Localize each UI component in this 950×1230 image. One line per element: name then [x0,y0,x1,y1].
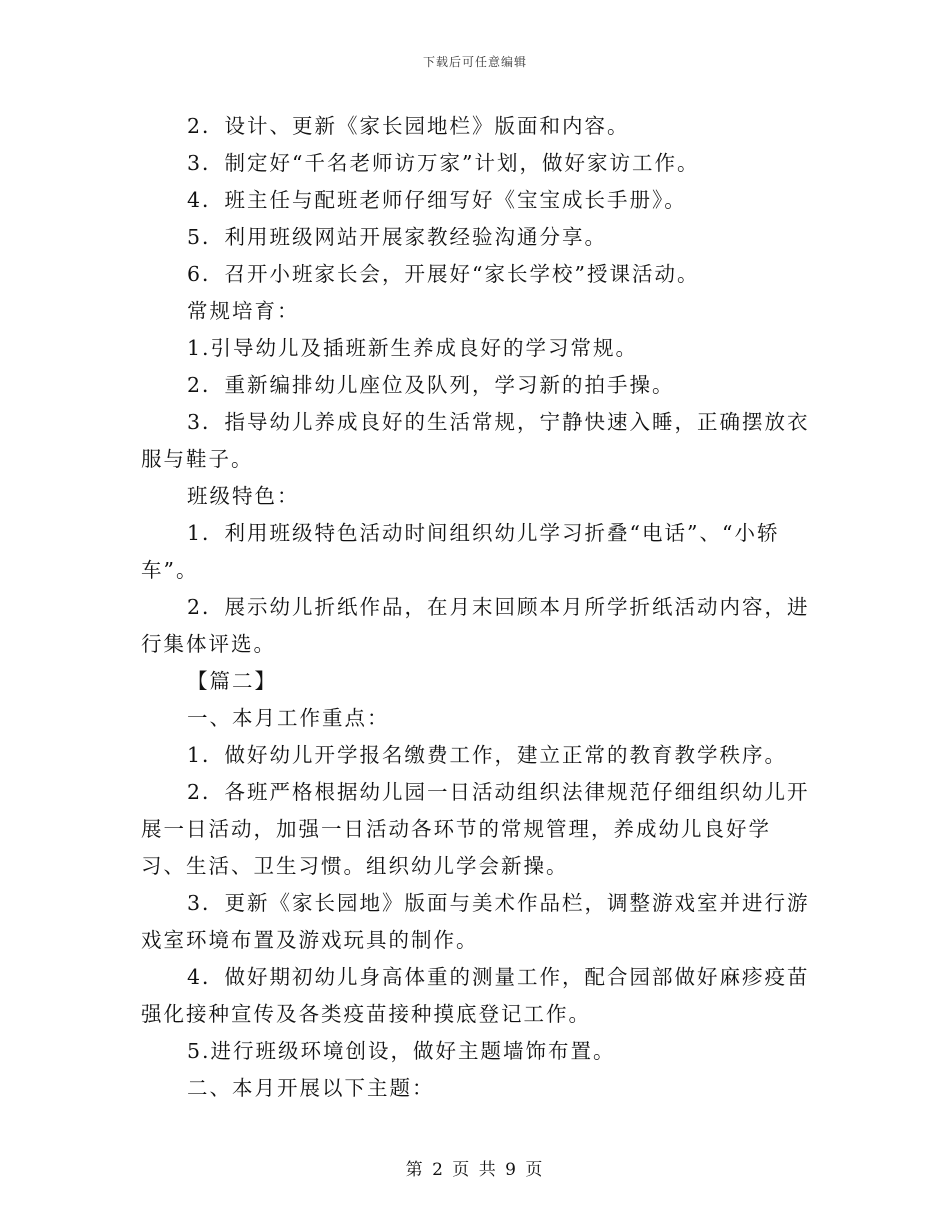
section-heading: 班级特色： [187,484,300,508]
section-heading: 常规培育： [187,299,300,323]
paragraph: 2．重新编排幼儿座位及队列，学习新的拍手操。 [187,373,675,397]
paragraph: 1．利用班级特色活动时间组织幼儿学习折叠“电话”、“小轿车”。 [141,521,780,582]
paragraph: 5．利用班级网站开展家教经验沟通分享。 [187,225,608,249]
paragraph: 6．召开小班家长会，开展好“家长学校”授课活动。 [187,262,700,286]
paragraph: 2．各班严格根据幼儿园一日活动组织法律规范仔细组织幼儿开展一日活动，加强一日活动各环节的常规管理，养成幼儿良好学习、生活、卫生习惯。组织幼儿学会新操。 [141,780,810,878]
paragraph: 5.进行班级环境创设，做好主题墙饰布置。 [187,1039,616,1063]
paragraph: 3．更新《家长园地》版面与美术作品栏，调整游戏室并进行游戏室环境布置及游戏玩具的制作。 [141,891,810,952]
section-heading: 一、本月工作重点： [187,706,390,730]
paragraph: 1．做好幼儿开学报名缴费工作，建立正常的教育教学秩序。 [187,743,788,767]
part-heading: 【篇二】 [187,669,277,693]
section-heading: 二、本月开展以下主题： [187,1076,435,1100]
document-body [141,108,811,1107]
paragraph: 2．展示幼儿折纸作品，在月末回顾本月所学折纸活动内容，进行集体评选。 [141,595,810,656]
paragraph: 4．班主任与配班老师仔细写好《宝宝成长手册》。 [187,188,687,212]
paragraph: 2．设计、更新《家长园地栏》版面和内容。 [187,114,630,138]
page-footer: 第 2 页 共 9 页 [405,1160,545,1180]
paragraph: 3．制定好“千名老师访万家”计划，做好家访工作。 [187,151,700,175]
paragraph: 3．指导幼儿养成良好的生活常规，宁静快速入睡，正确摆放衣服与鞋子。 [141,410,810,471]
paragraph: 4．做好期初幼儿身高体重的测量工作，配合园部做好麻疹疫苗强化接种宣传及各类疫苗接种摸底登记工作。 [141,965,810,1026]
paragraph: 1.引导幼儿及插班新生养成良好的学习常规。 [187,336,639,360]
header-note: 下载后可任意编辑 [422,55,527,69]
